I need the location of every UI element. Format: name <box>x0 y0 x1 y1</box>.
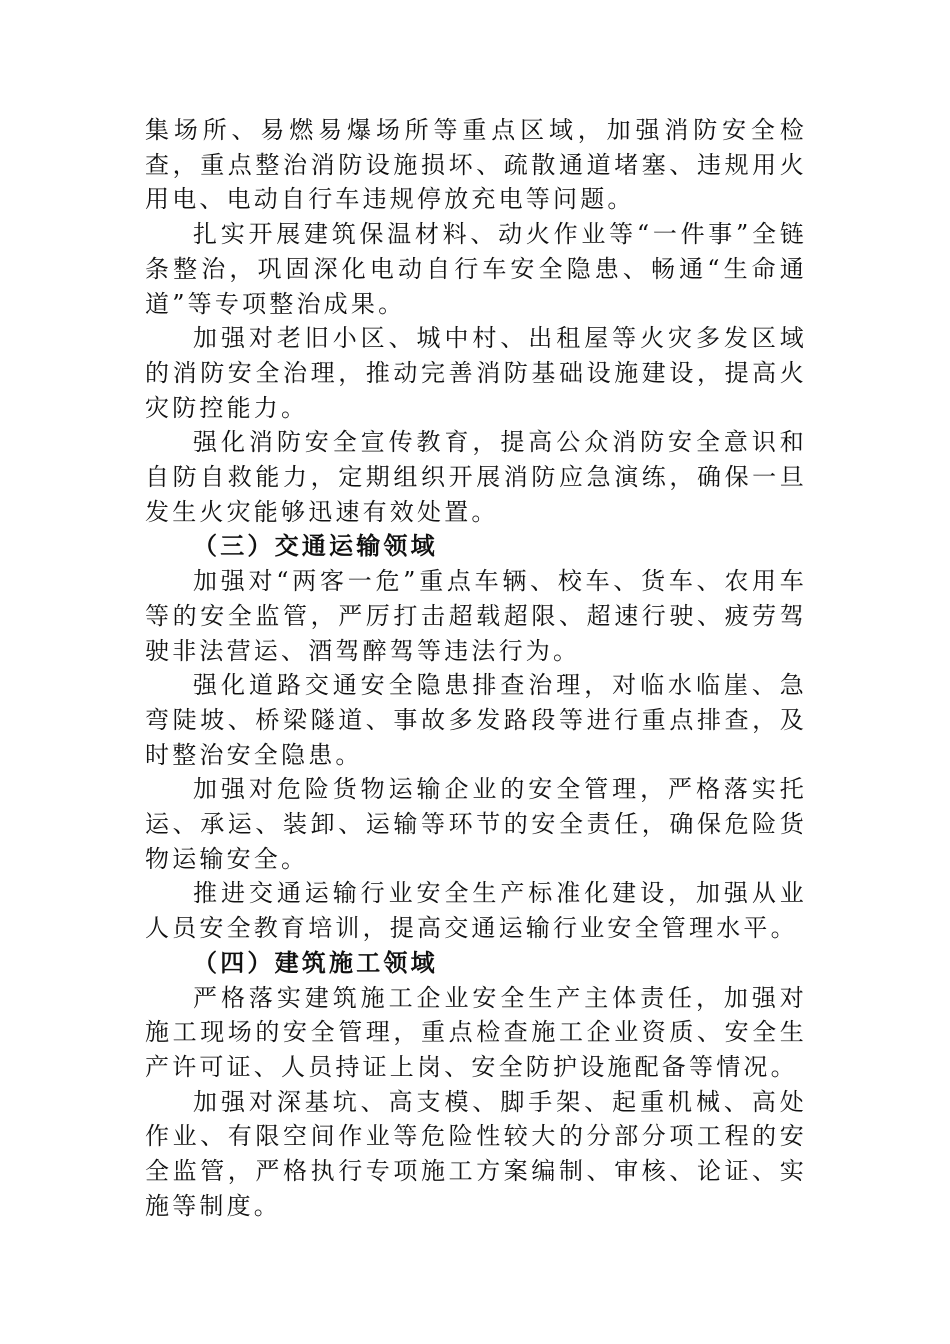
paragraph-transport-standardization: 推进交通运输行业安全生产标准化建设，加强从业人员安全教育培训，提高交通运输行业安全管理水平。 <box>145 879 807 943</box>
section-heading-construction: （四）建筑施工领域 <box>193 947 438 977</box>
paragraph-insulation-rectification: 扎实开展建筑保温材料、动火作业等“一件事”全链条整治，巩固深化电动自行车安全隐患、畅通“生命通道”等专项整治成果。 <box>145 220 807 318</box>
paragraph-dangerous-goods: 加强对危险货物运输企业的安全管理，严格落实托运、承运、装卸、运输等环节的安全责任，确保危险货物运输安全。 <box>145 775 807 873</box>
section-heading-transport: （三）交通运输领域 <box>193 531 438 561</box>
paragraph-fire-inspection: 集场所、易燃易爆场所等重点区域，加强消防安全检查，重点整治消防设施损坏、疏散通道堵塞、违规用火用电、电动自行车违规停放充电等问题。 <box>145 116 807 214</box>
paragraph-road-hazards: 强化道路交通安全隐患排查治理，对临水临崖、急弯陡坡、桥梁隧道、事故多发路段等进行重点排查，及时整治安全隐患。 <box>145 671 807 769</box>
paragraph-vehicle-supervision: 加强对“两客一危”重点车辆、校车、货车、农用车等的安全监管，严厉打击超载超限、超速行驶、疲劳驾驶非法营运、酒驾醉驾等违法行为。 <box>145 567 807 665</box>
paragraph-construction-responsibility: 严格落实建筑施工企业安全生产主体责任，加强对施工现场的安全管理，重点检查施工企业资质、安全生产许可证、人员持证上岗、安全防护设施配备等情况。 <box>145 983 807 1081</box>
document-page <box>145 113 807 1224</box>
paragraph-hazardous-works: 加强对深基坑、高支模、脚手架、起重机械、高处作业、有限空间作业等危险性较大的分部分项工程的安全监管，严格执行专项施工方案编制、审核、论证、实施等制度。 <box>145 1087 807 1220</box>
paragraph-old-communities: 加强对老旧小区、城中村、出租屋等火灾多发区域的消防安全治理，推动完善消防基础设施建设，提高火灾防控能力。 <box>145 324 807 422</box>
paragraph-fire-education: 强化消防安全宣传教育，提高公众消防安全意识和自防自救能力，定期组织开展消防应急演练，确保一旦发生火灾能够迅速有效处置。 <box>145 428 807 526</box>
